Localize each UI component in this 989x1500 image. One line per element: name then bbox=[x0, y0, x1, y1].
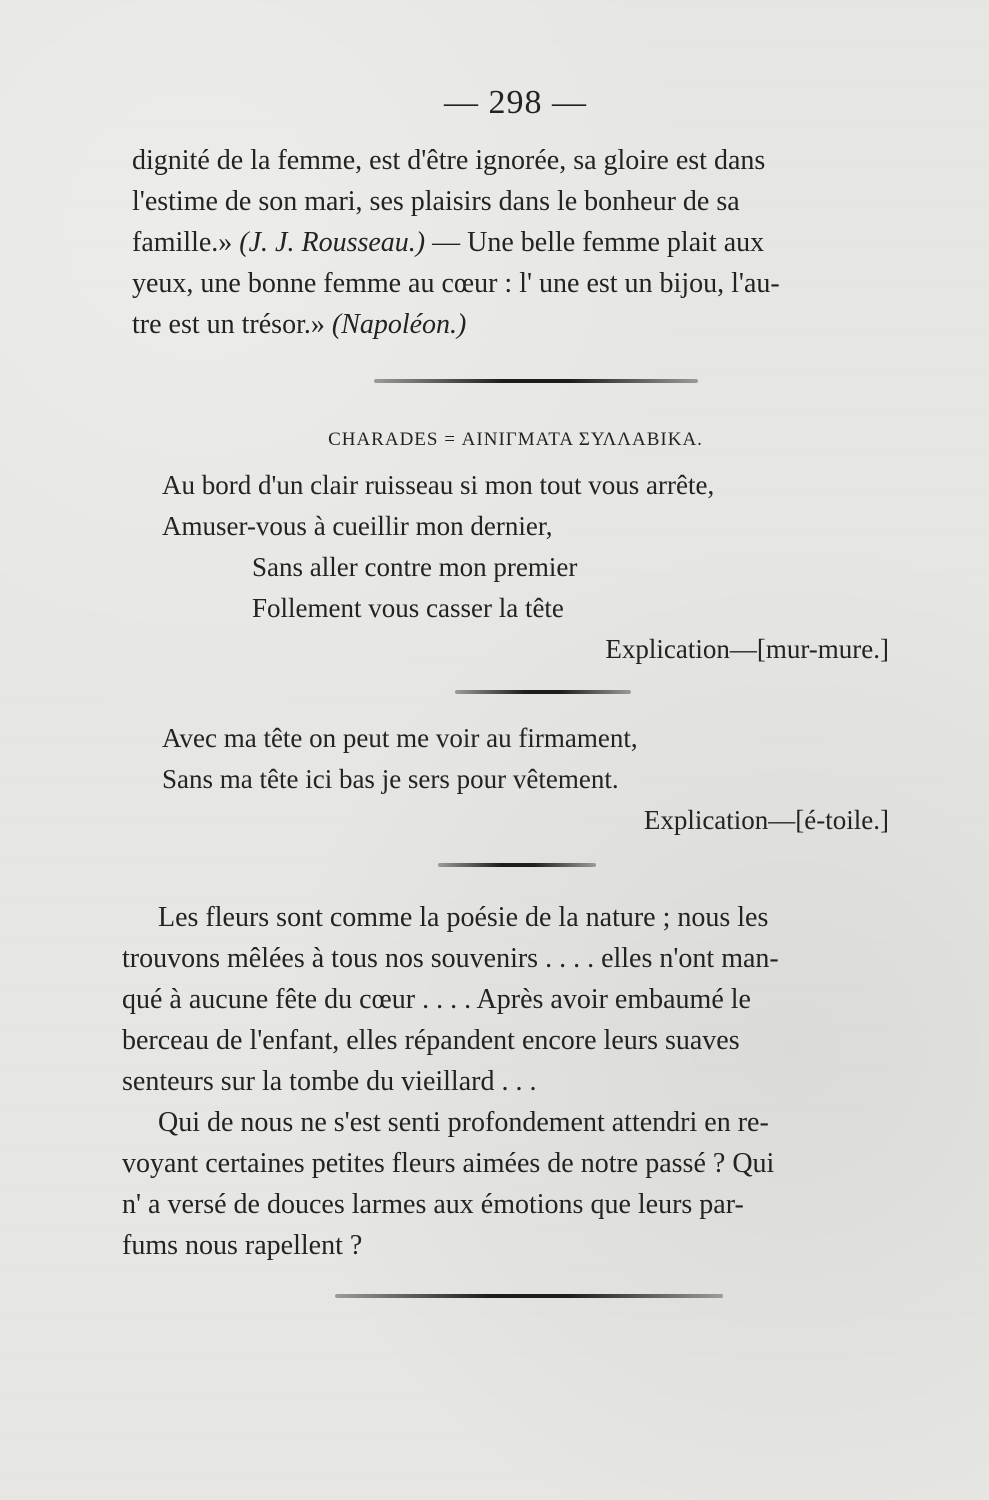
intro-line-3-start: famille.» bbox=[132, 227, 240, 258]
riddle-one-line-1: Au bord d'un clair ruisseau si mon tout vous arrête, bbox=[162, 470, 715, 500]
intro-line-4: yeux, une bonne femme au cœur : l' une est un bijou, l'au- bbox=[132, 268, 780, 299]
charades-title: CHARADES = ΑΙΝΙΓΜΑΤΑ ΣΥΛΛΑΒΙΚΑ. bbox=[328, 429, 703, 450]
intro-line-5-start: tre est un trésor.» bbox=[132, 309, 332, 340]
closing-p2-line-4: fums nous rapellent ? bbox=[122, 1230, 363, 1261]
intro-line-3 bbox=[132, 222, 949, 263]
riddle-two-line-1: Avec ma tête on peut me voir au firmament, bbox=[162, 723, 638, 753]
closing-section bbox=[122, 897, 949, 1266]
riddle-two-line-2: Sans ma tête ici bas je sers pour vêtement. bbox=[162, 764, 619, 794]
riddle-two-explanation: Explication—[é-toile.] bbox=[643, 805, 889, 835]
riddle-two bbox=[162, 718, 949, 800]
riddle-one-line-4: Follement vous casser la tête bbox=[252, 593, 564, 623]
riddle-one-explanation: Explication—[mur-mure.] bbox=[605, 634, 889, 664]
intro-citation-rousseau: (J. J. Rousseau.) bbox=[239, 227, 426, 258]
closing-paragraph-1 bbox=[122, 897, 949, 1102]
intro-line-1: dignité de la femme, est d'être ignorée, sa gloire est dans bbox=[132, 145, 766, 176]
intro-citation-napoleon: (Napoléon.) bbox=[331, 309, 467, 340]
closing-p1-line-1: Les fleurs sont comme la poésie de la nature ; nous les bbox=[158, 902, 769, 933]
riddle-one bbox=[162, 465, 949, 629]
riddle-divider bbox=[455, 690, 631, 694]
riddle-one-line-3: Sans aller contre mon premier bbox=[252, 552, 578, 582]
closing-p1-line-5: senteurs sur la tombe du vieillard . . . bbox=[122, 1066, 537, 1097]
page-end-divider bbox=[335, 1294, 723, 1298]
closing-p2-line-2: voyant certaines petites fleurs aimées de notre passé ? Qui bbox=[122, 1148, 775, 1179]
intro-line-2: l'estime de son mari, ses plaisirs dans le bonheur de sa bbox=[132, 186, 740, 217]
closing-p1-line-3: qué à aucune fête du cœur . . . . Après avoir embaumé le bbox=[122, 984, 751, 1015]
intro-paragraph bbox=[132, 140, 949, 345]
intro-line-3-end: — Une belle femme plait aux bbox=[425, 227, 765, 258]
section-divider bbox=[374, 379, 698, 383]
intro-line-5 bbox=[132, 304, 949, 345]
page-number: — 298 — bbox=[444, 84, 587, 121]
closing-p1-line-2: trouvons mêlées à tous nos souvenirs . . . . elles n'ont man- bbox=[122, 943, 779, 974]
charades-end-divider bbox=[438, 863, 596, 867]
riddle-one-line-2: Amuser-vous à cueillir mon dernier, bbox=[162, 511, 553, 541]
closing-paragraph-2 bbox=[122, 1102, 949, 1266]
closing-p2-line-1: Qui de nous ne s'est senti profondement attendri en re- bbox=[158, 1107, 769, 1138]
closing-p2-line-3: n' a versé de douces larmes aux émotions que leurs par- bbox=[122, 1189, 744, 1220]
closing-p1-line-4: berceau de l'enfant, elles répandent encore leurs suaves bbox=[122, 1025, 740, 1056]
